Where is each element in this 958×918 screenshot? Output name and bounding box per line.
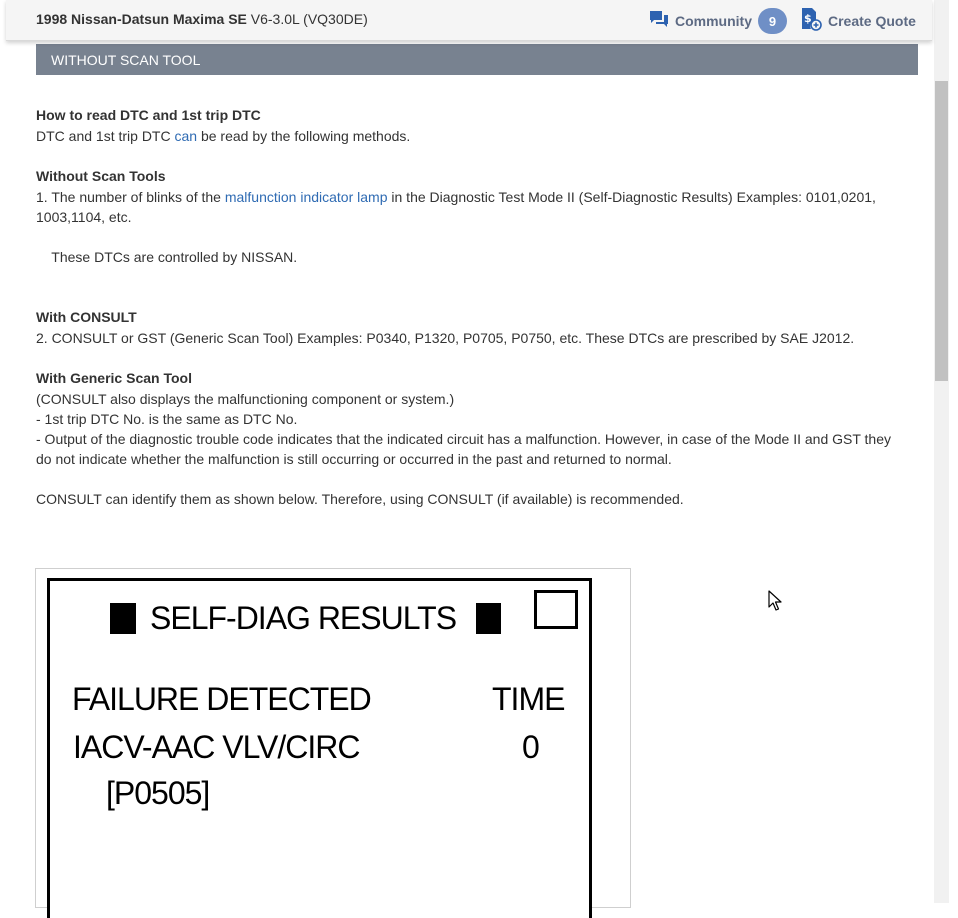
text: in the Diagnostic Test Mode II (Self-Diagnostic Results) Examples: 0101,0201, <box>387 189 876 205</box>
figure-col-time: TIME <box>492 681 565 717</box>
figure-row-name: IACV-AAC VLV/CIRC <box>73 729 360 765</box>
dollar-document-icon <box>800 7 822 36</box>
vehicle-title-engine: V6-3.0L (VQ30DE) <box>246 11 368 27</box>
heading-read-dtc: How to read DTC and 1st trip DTC <box>36 107 261 123</box>
window-edge <box>949 0 958 903</box>
paragraph-output-dtc: - Output of the diagnostic trouble code indicates that the indicated circuit has a malfunction. However, in case of the Mode II and GST they <box>36 431 892 447</box>
paragraph-blinks-cont: 1003,1104, etc. <box>36 209 132 225</box>
paragraph-output-dtc-cont: do not indicate whether the malfunction is still occurring or occurred in the past and returned to normal. <box>36 451 672 467</box>
chat-bubbles-icon <box>649 10 669 33</box>
link-malfunction-indicator-lamp[interactable]: malfunction indicator lamp <box>224 189 388 205</box>
vehicle-title-bold: 1998 Nissan-Datsun Maxima SE <box>36 11 247 27</box>
figure-row-time: 0 <box>522 729 539 765</box>
community-count-badge: 9 <box>758 8 787 34</box>
figure-title: SELF-DIAG RESULTS <box>150 600 457 636</box>
section-header <box>36 44 918 75</box>
title-block-right <box>476 603 501 634</box>
title-block-left <box>110 603 136 634</box>
figure-col-failure: FAILURE DETECTED <box>72 681 371 717</box>
text: 1. The number of blinks of the <box>36 189 225 205</box>
paragraph-1st-trip: - 1st trip DTC No. is the same as DTC No. <box>36 411 298 427</box>
create-quote-label: Create Quote <box>828 13 916 29</box>
section-title: WITHOUT SCAN TOOL <box>51 51 201 68</box>
heading-without-scan-tools: Without Scan Tools <box>36 168 166 184</box>
community-label: Community <box>675 13 752 29</box>
figure-row-code: [P0505] <box>106 775 210 811</box>
heading-with-consult: With CONSULT <box>36 309 137 325</box>
paragraph-blinks <box>36 187 876 207</box>
scrollbar-thumb[interactable] <box>935 81 948 381</box>
link-can[interactable]: can <box>174 128 198 144</box>
text: DTC and 1st trip DTC <box>36 128 175 144</box>
figure-corner-square <box>534 590 578 629</box>
mouse-pointer-icon <box>768 590 782 617</box>
paragraph-consult-displays: (CONSULT also displays the malfunctioning component or system.) <box>36 391 455 407</box>
top-bar <box>6 0 932 41</box>
paragraph-controlled-by-nissan: These DTCs are controlled by NISSAN. <box>36 249 298 265</box>
paragraph-read-methods <box>36 126 410 146</box>
community-button[interactable] <box>649 8 787 34</box>
paragraph-consult-gst: 2. CONSULT or GST (Generic Scan Tool) Examples: P0340, P1320, P0705, P0750, etc. These DTCs are prescribed by SAE J2012. <box>36 330 855 346</box>
vehicle-title <box>36 11 368 27</box>
svg-text:$: $ <box>804 11 812 25</box>
create-quote-button[interactable] <box>800 8 916 34</box>
paragraph-consult-recommended: CONSULT can identify them as shown below. Therefore, using CONSULT (if available) is recommended. <box>36 491 684 507</box>
heading-with-generic-scan-tool: With Generic Scan Tool <box>36 370 192 386</box>
text: be read by the following methods. <box>197 128 411 144</box>
